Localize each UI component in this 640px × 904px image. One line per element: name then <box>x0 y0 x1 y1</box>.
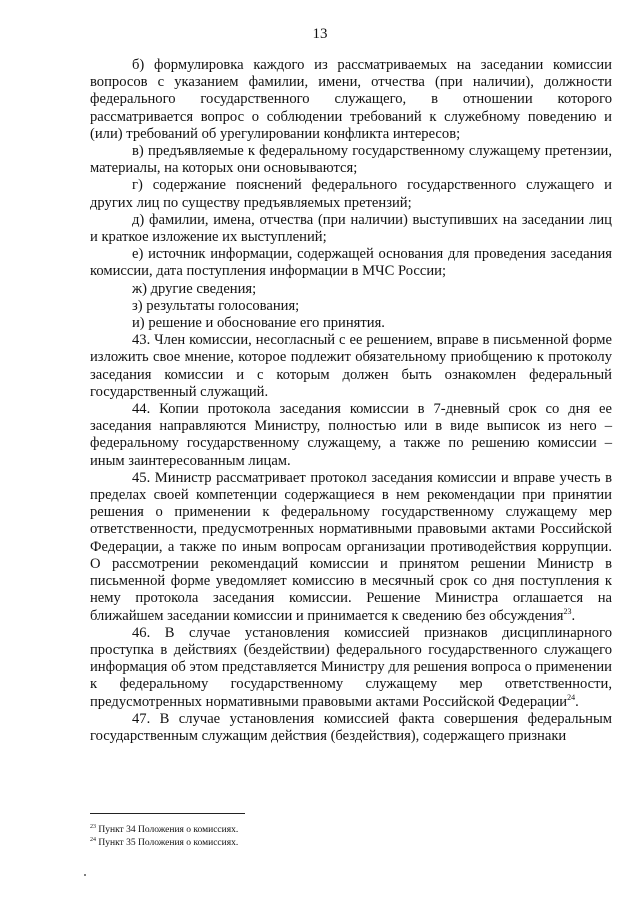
paragraph-43: 43. Член комиссии, несогласный с ее решением, вправе в письменной форме изложить свое мнение, которое подлежит обязательному приобщению к протоколу заседания комиссии и с которым должен быть ознакомлен федеральный государственный служащий. <box>90 332 612 400</box>
paragraph-i: и) решение и обоснование его принятия. <box>132 315 385 332</box>
footnotes <box>90 824 612 849</box>
document-body <box>90 57 612 745</box>
paragraph-g: г) содержание пояснений федерального государственного служащего и других лиц по существу предъявляемых претензий; <box>90 177 612 211</box>
paragraph-44: 44. Копии протокола заседания комиссии в 7-дневный срок со дня ее заседания направляются Министру, полностью или в виде выписок из него – федеральному государственному служащему, а также по решению комиссии – иным заинтересованным лицам. <box>90 401 612 469</box>
paragraph-zh: ж) другие сведения; <box>132 280 257 297</box>
footnote-ref-24: 24 <box>567 692 576 702</box>
paragraph-46: 46. В случае установления комиссией признаков дисциплинарного проступка в действиях (бездействии) федерального государственного служащего информация об этом представляется Министру для решения вопроса о применении к федеральному государственному служащему мер ответственности, предусмотренных нормативными правовыми актами Российской Федерации$^{24}$. <box>90 624 612 710</box>
scan-speck <box>84 874 86 876</box>
paragraph-45: 45. Министр рассматривает протокол заседания комиссии и вправе учесть в пределах своей компетенции содержащиеся в нем рекомендации при принятии решения о применении к федеральному государственному служащему мер ответственности, предусмотренных нормативными правовыми актами Российской Федерации, а также по иным вопросам организации противодействия коррупции. О рассмотрении рекомендаций комиссии и принятом решении Министр в письменной форме уведомляет комиссию в месячный срок со дня поступления к нему протокола заседания комиссии. Решение Министра оглашается на ближайшем заседании комиссии и принимается к сведению без обсуждения$^{23}$. <box>90 469 612 624</box>
paragraph-e: е) источник информации, содержащей основания для проведения заседания комиссии, дата поступления информации в МЧС России; <box>90 246 612 280</box>
paragraph-v: в) предъявляемые к федеральному государственному служащему претензии, материалы, на которых они основываются; <box>90 143 612 177</box>
page-number: 13 <box>312 26 328 42</box>
footnote-separator <box>90 813 245 814</box>
paragraph-d: д) фамилии, имена, отчества (при наличии) выступивших на заседании лиц и краткое изложение их выступлений; <box>90 211 612 246</box>
footnote-23: $^{23}$ Пункт 34 Положения о комиссиях. <box>90 823 239 835</box>
paragraph-47: 47. В случае установления комиссией факта совершения федеральным государственным служащим действия (бездействия), содержащего признаки <box>90 710 612 744</box>
footnote-ref-23: 23 <box>563 606 572 616</box>
footnote-24: $^{24}$ Пункт 35 Положения о комиссиях. <box>90 836 239 848</box>
paragraph-z: з) результаты голосования; <box>132 297 300 314</box>
paragraph-b: б) формулировка каждого из рассматриваемых на заседании комиссии вопросов с указанием фамилии, имени, отчества (при наличии), должности федерального государственного служащего, в отношении которого рассматривается вопрос о соблюдении требований к служебному поведению и (или) требований об урегулировании конфликта интересов; <box>90 57 612 142</box>
